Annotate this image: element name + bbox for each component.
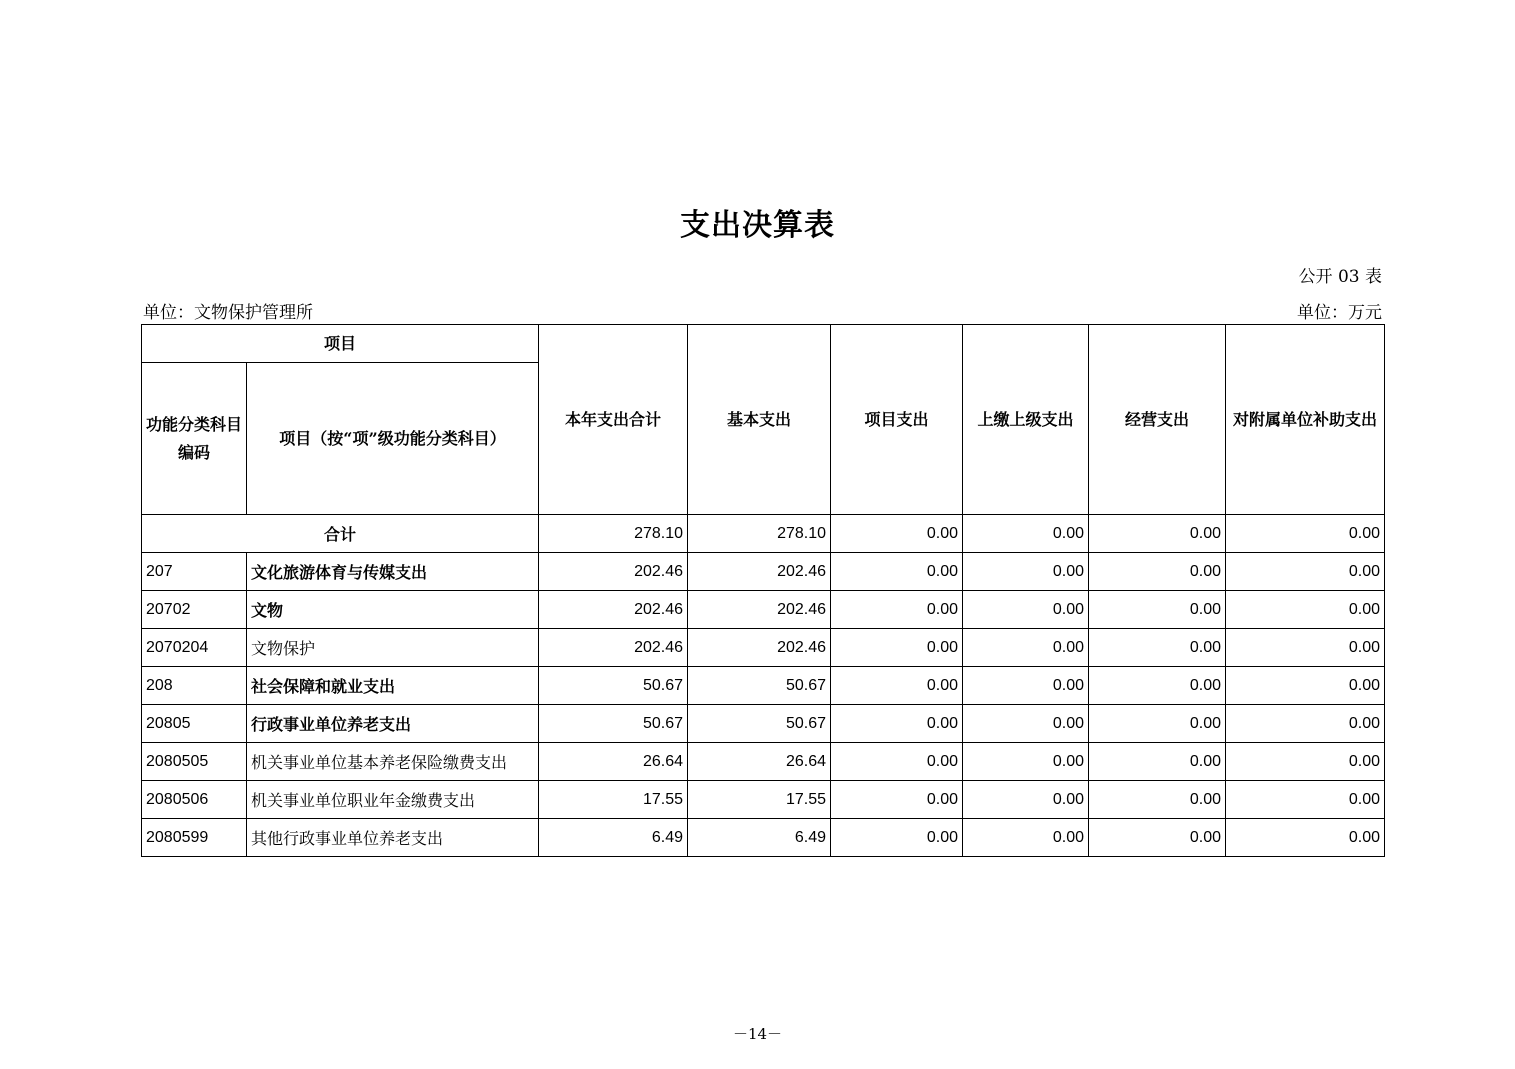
cell-upper-payment: 0.00: [963, 591, 1089, 629]
cell-upper-payment: 0.00: [963, 553, 1089, 591]
cell-project-expense: 0.00: [831, 553, 963, 591]
header-total: 本年支出合计: [539, 325, 688, 515]
table-row: [142, 667, 1385, 705]
total-label: 合计: [142, 515, 539, 553]
total-subsidy: 0.00: [1226, 515, 1385, 553]
cell-business: 0.00: [1089, 743, 1226, 781]
header-code: 功能分类科目编码: [142, 363, 247, 515]
cell-name: 文物保护: [247, 629, 539, 667]
header-business: 经营支出: [1089, 325, 1226, 515]
cell-upper-payment: 0.00: [963, 781, 1089, 819]
cell-total: 50.67: [539, 705, 688, 743]
header-project-group: 项目: [142, 325, 539, 363]
cell-subsidy: 0.00: [1226, 553, 1385, 591]
cell-subsidy: 0.00: [1226, 705, 1385, 743]
table-row: [142, 819, 1385, 857]
cell-total: 26.64: [539, 743, 688, 781]
cell-name: 行政事业单位养老支出: [247, 705, 539, 743]
cell-business: 0.00: [1089, 629, 1226, 667]
cell-project-expense: 0.00: [831, 591, 963, 629]
table-row: [142, 591, 1385, 629]
total-row: [142, 515, 1385, 553]
cell-project-expense: 0.00: [831, 705, 963, 743]
cell-upper-payment: 0.00: [963, 629, 1089, 667]
total-total: 278.10: [539, 515, 688, 553]
page-title: 支出决算表: [680, 208, 835, 243]
cell-upper-payment: 0.00: [963, 667, 1089, 705]
total-basic: 278.10: [688, 515, 831, 553]
cell-business: 0.00: [1089, 819, 1226, 857]
cell-basic: 6.49: [688, 819, 831, 857]
cell-business: 0.00: [1089, 667, 1226, 705]
cell-project-expense: 0.00: [831, 667, 963, 705]
cell-upper-payment: 0.00: [963, 819, 1089, 857]
cell-total: 17.55: [539, 781, 688, 819]
cell-total: 6.49: [539, 819, 688, 857]
cell-basic: 202.46: [688, 591, 831, 629]
cell-basic: 50.67: [688, 667, 831, 705]
cell-subsidy: 0.00: [1226, 781, 1385, 819]
cell-name: 文物: [247, 591, 539, 629]
total-upper-payment: 0.00: [963, 515, 1089, 553]
header-project-expense: 项目支出: [831, 325, 963, 515]
cell-name: 其他行政事业单位养老支出: [247, 819, 539, 857]
cell-business: 0.00: [1089, 781, 1226, 819]
cell-basic: 202.46: [688, 553, 831, 591]
cell-project-expense: 0.00: [831, 629, 963, 667]
cell-code: 2080505: [142, 743, 247, 781]
cell-basic: 202.46: [688, 629, 831, 667]
cell-business: 0.00: [1089, 591, 1226, 629]
cell-basic: 26.64: [688, 743, 831, 781]
header-subsidy: 对附属单位补助支出: [1226, 325, 1385, 515]
cell-project-expense: 0.00: [831, 781, 963, 819]
cell-subsidy: 0.00: [1226, 743, 1385, 781]
form-number: 公开 03 表: [1298, 267, 1382, 287]
cell-code: 20805: [142, 705, 247, 743]
unit-currency: 单位：万元: [1297, 303, 1382, 323]
cell-subsidy: 0.00: [1226, 819, 1385, 857]
cell-basic: 50.67: [688, 705, 831, 743]
table-row: [142, 781, 1385, 819]
header-basic: 基本支出: [688, 325, 831, 515]
cell-total: 202.46: [539, 553, 688, 591]
page-number: －14－: [732, 1025, 783, 1043]
table-row: [142, 629, 1385, 667]
header-name: 项目（按“项”级功能分类科目）: [247, 363, 539, 515]
cell-subsidy: 0.00: [1226, 667, 1385, 705]
cell-business: 0.00: [1089, 705, 1226, 743]
cell-name: 文化旅游体育与传媒支出: [247, 553, 539, 591]
cell-upper-payment: 0.00: [963, 705, 1089, 743]
cell-project-expense: 0.00: [831, 743, 963, 781]
cell-name: 机关事业单位基本养老保险缴费支出: [247, 743, 539, 781]
expenditure-table: [141, 324, 1385, 857]
cell-code: 20702: [142, 591, 247, 629]
table-row: [142, 705, 1385, 743]
header-upper-payment: 上缴上级支出: [963, 325, 1089, 515]
cell-code: 2080599: [142, 819, 247, 857]
table-row: [142, 743, 1385, 781]
cell-project-expense: 0.00: [831, 819, 963, 857]
cell-subsidy: 0.00: [1226, 591, 1385, 629]
cell-upper-payment: 0.00: [963, 743, 1089, 781]
cell-total: 202.46: [539, 629, 688, 667]
table-row: [142, 553, 1385, 591]
cell-basic: 17.55: [688, 781, 831, 819]
cell-subsidy: 0.00: [1226, 629, 1385, 667]
cell-total: 202.46: [539, 591, 688, 629]
cell-name: 社会保障和就业支出: [247, 667, 539, 705]
cell-code: 2080506: [142, 781, 247, 819]
total-project-expense: 0.00: [831, 515, 963, 553]
cell-code: 2070204: [142, 629, 247, 667]
unit-organization: 单位：文物保护管理所: [143, 303, 313, 323]
cell-business: 0.00: [1089, 553, 1226, 591]
cell-code: 208: [142, 667, 247, 705]
cell-name: 机关事业单位职业年金缴费支出: [247, 781, 539, 819]
total-business: 0.00: [1089, 515, 1226, 553]
cell-code: 207: [142, 553, 247, 591]
cell-total: 50.67: [539, 667, 688, 705]
